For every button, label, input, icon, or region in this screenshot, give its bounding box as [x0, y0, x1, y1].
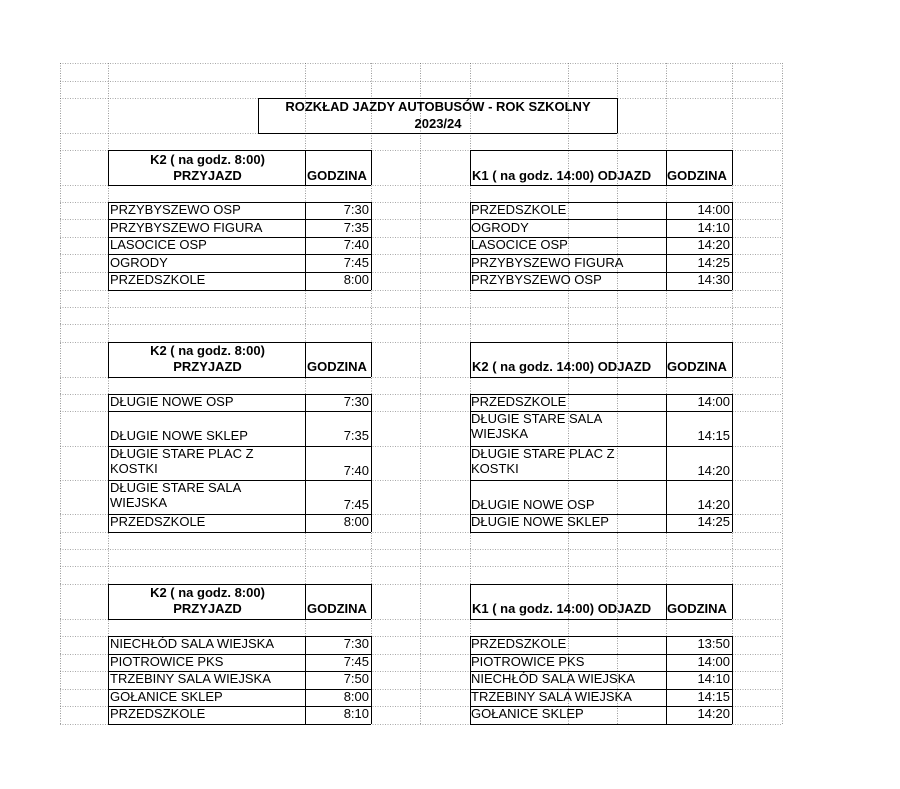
left-time: 8:00: [343, 689, 369, 704]
right-stop: PRZEDSZKOLE: [471, 202, 567, 217]
left-stop: GOŁANICE SKLEP: [110, 689, 223, 704]
right-stop: PRZYBYSZEWO OSP: [471, 272, 602, 287]
left-stop: OGRODY: [110, 255, 168, 270]
left-route-direction: PRZYJAZD: [173, 168, 242, 183]
right-stop: DŁUGIE NOWE OSP: [471, 497, 595, 512]
left-time: 8:00: [343, 272, 369, 287]
right-stop: PRZYBYSZEWO FIGURA: [471, 255, 624, 270]
left-time: 7:35: [343, 220, 369, 235]
left-time: 8:10: [343, 706, 369, 721]
right-stop: PRZEDSZKOLE: [471, 394, 567, 409]
left-stop: PRZEDSZKOLE: [110, 514, 206, 529]
right-time-header: GODZINA: [667, 359, 727, 374]
left-stop: LASOCICE OSP: [110, 237, 207, 252]
left-time: 7:40: [343, 463, 369, 478]
right-time: 14:10: [697, 220, 730, 235]
left-time-header: GODZINA: [307, 601, 367, 616]
right-time: 14:15: [697, 428, 730, 443]
right-stop: DŁUGIE NOWE SKLEP: [471, 514, 609, 529]
left-route-title: K2 ( na godz. 8:00): [150, 585, 265, 600]
right-time-header: GODZINA: [667, 168, 727, 183]
left-route-direction: PRZYJAZD: [173, 359, 242, 374]
left-stop: PIOTROWICE PKS: [110, 654, 224, 669]
left-stop: NIECHŁÓD SALA WIEJSKA: [110, 636, 274, 651]
left-stop: DŁUGIE NOWE SKLEP: [110, 428, 248, 443]
left-stop: PRZYBYSZEWO FIGURA: [110, 220, 263, 235]
left-time: 7:45: [343, 497, 369, 512]
right-stop: PRZEDSZKOLE: [471, 636, 567, 651]
right-time-header: GODZINA: [667, 601, 727, 616]
schedule-year: 2023/24: [414, 116, 462, 131]
right-stop: DŁUGIE STARE PLAC Z KOSTKI: [471, 446, 615, 476]
right-time: 14:00: [697, 394, 730, 409]
left-time: 7:30: [343, 636, 369, 651]
left-time: 7:30: [343, 202, 369, 217]
right-time: 14:20: [697, 497, 730, 512]
right-stop: PIOTROWICE PKS: [471, 654, 585, 669]
right-stop: TRZEBINY SALA WIEJSKA: [471, 689, 632, 704]
left-time-header: GODZINA: [307, 168, 367, 183]
right-time: 14:10: [697, 671, 730, 686]
right-time: 14:20: [697, 706, 730, 721]
right-stop: OGRODY: [471, 220, 529, 235]
right-time: 14:30: [697, 272, 730, 287]
right-time: 14:20: [697, 237, 730, 252]
left-time: 7:45: [343, 255, 369, 270]
right-time: 13:50: [697, 636, 730, 651]
right-route-title: K1 ( na godz. 14:00) ODJAZD: [472, 168, 652, 183]
right-time: 14:25: [697, 514, 730, 529]
left-time: 7:40: [343, 237, 369, 252]
left-time: 7:45: [343, 654, 369, 669]
left-stop: TRZEBINY SALA WIEJSKA: [110, 671, 271, 686]
left-stop: PRZYBYSZEWO OSP: [110, 202, 241, 217]
right-stop: GOŁANICE SKLEP: [471, 706, 584, 721]
right-time: 14:15: [697, 689, 730, 704]
left-time: 7:50: [343, 671, 369, 686]
right-time: 14:20: [697, 463, 730, 478]
left-stop: DŁUGIE NOWE OSP: [110, 394, 234, 409]
right-stop: NIECHŁÓD SALA WIEJSKA: [471, 671, 635, 686]
left-stop: PRZEDSZKOLE: [110, 706, 206, 721]
right-time: 14:00: [697, 202, 730, 217]
right-stop: DŁUGIE STARE SALA WIEJSKA: [471, 411, 602, 441]
left-time: 7:30: [343, 394, 369, 409]
left-time: 8:00: [343, 514, 369, 529]
right-time: 14:25: [697, 255, 730, 270]
right-route-title: K1 ( na godz. 14:00) ODJAZD: [472, 601, 652, 616]
right-route-title: K2 ( na godz. 14:00) ODJAZD: [472, 359, 652, 374]
right-stop: LASOCICE OSP: [471, 237, 568, 252]
left-stop: PRZEDSZKOLE: [110, 272, 206, 287]
left-route-direction: PRZYJAZD: [173, 601, 242, 616]
left-route-title: K2 ( na godz. 8:00): [150, 152, 265, 167]
left-stop: DŁUGIE STARE PLAC Z KOSTKI: [110, 446, 254, 476]
left-time-header: GODZINA: [307, 359, 367, 374]
left-route-title: K2 ( na godz. 8:00): [150, 343, 265, 358]
right-time: 14:00: [697, 654, 730, 669]
left-time: 7:35: [343, 428, 369, 443]
schedule-title: ROZKŁAD JAZDY AUTOBUSÓW - ROK SZKOLNY: [285, 99, 591, 114]
left-stop: DŁUGIE STARE SALA WIEJSKA: [110, 480, 241, 510]
